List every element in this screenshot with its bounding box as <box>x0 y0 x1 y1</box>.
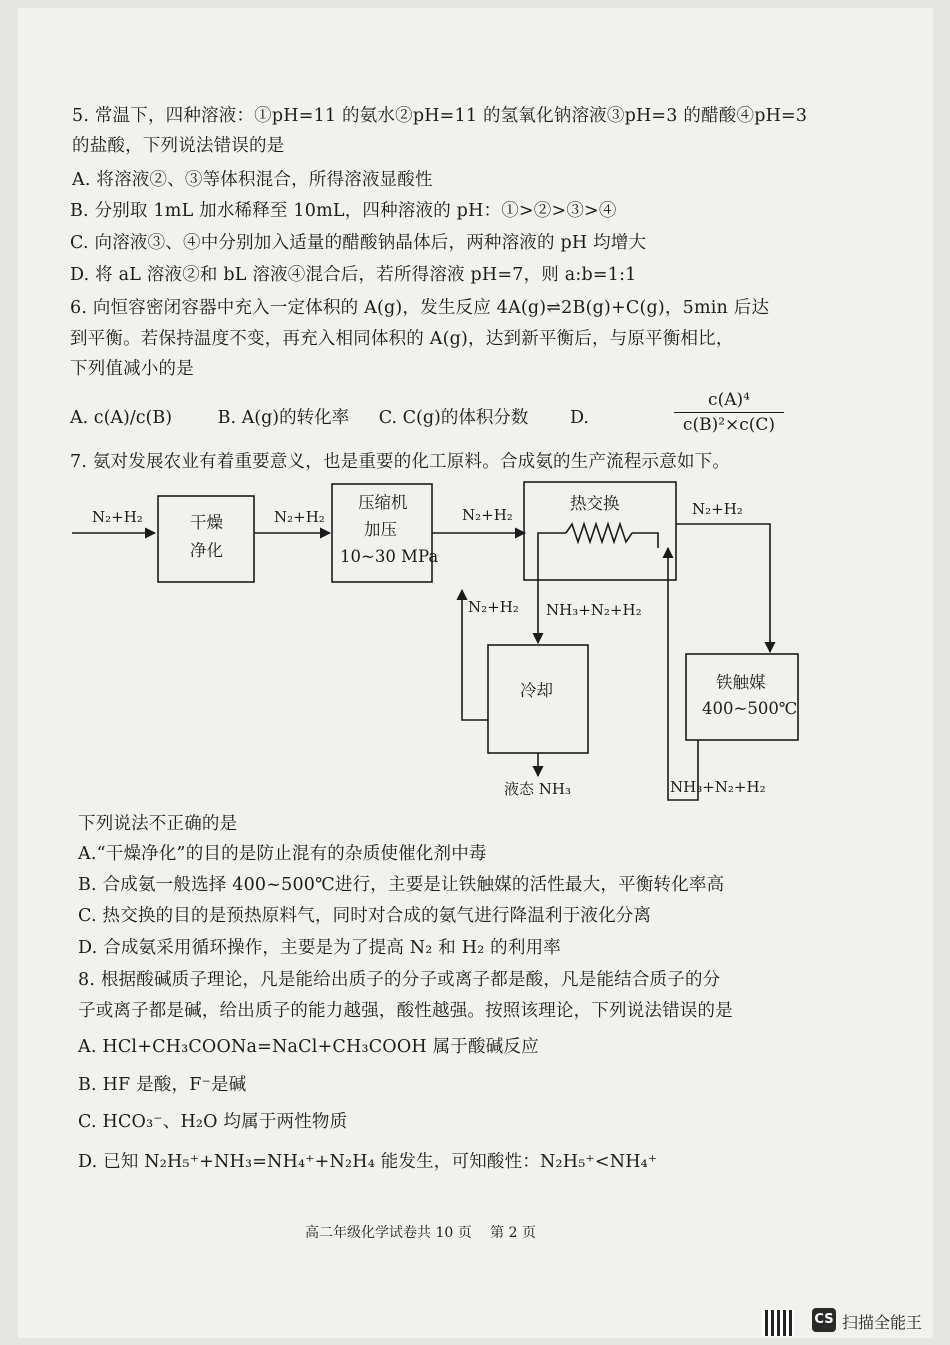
flow-label-2: N₂+H₂ <box>462 506 513 524</box>
heat-exchanger-text: 热交换 <box>570 494 620 513</box>
q7-option-c: C. 热交换的目的是预热原料气，同时对合成的氨气进行降温利于液化分离 <box>78 906 652 926</box>
q7-stem: 7. 氨对发展农业有着重要意义，也是重要的化工原料。合成氨的生产流程示意如下。 <box>70 452 731 472</box>
q6-stem-line3: 下列值减小的是 <box>70 359 194 379</box>
q5-stem-line2: 的盐酸，下列说法错误的是 <box>72 136 285 156</box>
q8-option-b: B. HF 是酸，F⁻是碱 <box>78 1075 247 1095</box>
return-flow-label: NH₃+N₂+H₂ <box>670 778 766 796</box>
q8-option-d: D. 已知 N₂H₅⁺+NH₃=NH₄⁺+N₂H₄ 能发生，可知酸性：N₂H₅⁺<NH₄⁺ <box>78 1152 658 1172</box>
q7-option-a: A.“干燥净化”的目的是防止混有的杂质使催化剂中毒 <box>78 844 487 864</box>
recycle-label: N₂+H₂ <box>468 598 519 616</box>
q6-stem-line1: 6. 向恒容密闭容器中充入一定体积的 A(g)，发生反应 4A(g)⇌2B(g)+C(g)，5min 后达 <box>70 298 770 318</box>
q7-prompt: 下列说法不正确的是 <box>78 814 238 834</box>
q5-stem-line1: 5. 常温下，四种溶液：①pH=11 的氨水②pH=11 的氢氧化钠溶液③pH=3 的醋酸④pH=3 <box>72 106 808 126</box>
q6-stem-line2: 到平衡。若保持温度不变，再充入相同体积的 A(g)，达到新平衡后，与原平衡相比， <box>70 329 734 349</box>
catalyst-box <box>686 654 798 740</box>
input-label: N₂+H₂ <box>92 508 143 526</box>
flow-label-1: N₂+H₂ <box>274 508 325 526</box>
q6-option-b: B. A(g)的转化率 <box>217 408 350 428</box>
flow-label-3: N₂+H₂ <box>692 500 743 518</box>
fraction-numerator: c(A)⁴ <box>674 390 784 413</box>
q8-stem-line2: 子或离子都是碱，给出质子的能力越强，酸性越强。按照该理论，下列说法错误的是 <box>78 1001 733 1021</box>
q7-option-d: D. 合成氨采用循环操作，主要是为了提高 N₂ 和 H₂ 的利用率 <box>78 938 561 958</box>
q8-option-c: C. HCO₃⁻、H₂O 均属于两性物质 <box>78 1112 348 1132</box>
inner-line-left <box>538 533 566 600</box>
inner-line-right <box>632 533 658 548</box>
return-line <box>668 548 698 800</box>
page-footer: 高二年级化学试卷共 10 页 第 2 页 <box>305 1225 536 1241</box>
down-flow-label: NH₃+N₂+H₂ <box>546 601 642 619</box>
camscanner-text: 扫描全能王 <box>842 1313 923 1332</box>
coil-icon <box>566 524 632 542</box>
cooler-text: 冷却 <box>520 681 553 700</box>
catalyst-text-2: 400~500℃ <box>702 699 798 718</box>
dry-box-text-1: 干燥 <box>190 513 223 532</box>
fraction-denominator: c(B)²×c(C) <box>682 415 776 435</box>
q5-option-c: C. 向溶液③、④中分别加入适量的醋酸钠晶体后，两种溶液的 pH 均增大 <box>70 233 647 253</box>
camscanner-logo: CS <box>812 1308 836 1332</box>
qr-code-icon <box>762 1310 794 1336</box>
dry-purify-box <box>158 496 254 582</box>
compressor-text-2: 加压 <box>364 520 397 539</box>
catalyst-text-1: 铁触媒 <box>716 673 766 692</box>
q7-option-b: B. 合成氨一般选择 400~500℃进行，主要是让铁触媒的活性最大，平衡转化率高 <box>78 875 725 895</box>
q5-option-b: B. 分别取 1mL 加水稀释至 10mL，四种溶液的 pH：①>②>③>④ <box>70 201 617 221</box>
q8-option-a: A. HCl+CH₃COONa=NaCl+CH₃COOH 属于酸碱反应 <box>78 1037 539 1057</box>
flow-to-catalyst <box>676 524 770 645</box>
compressor-text-3: 10~30 MPa <box>340 547 439 566</box>
q6-option-c: C. C(g)的体积分数 <box>378 408 529 428</box>
q5-option-d: D. 将 aL 溶液②和 bL 溶液④混合后，若所得溶液 pH=7，则 a:b=1:1 <box>70 265 637 285</box>
liquid-ammonia-label: 液态 NH₃ <box>504 780 571 798</box>
q6-option-a: A. c(A)/c(B) <box>70 408 173 428</box>
q8-stem-line1: 8. 根据酸碱质子理论，凡是能给出质子的分子或离子都是酸，凡是能结合质子的分 <box>78 970 721 990</box>
q5-option-a: A. 将溶液②、③等体积混合，所得溶液显酸性 <box>72 170 433 190</box>
dry-box-text-2: 净化 <box>190 541 223 560</box>
compressor-text-1: 压缩机 <box>358 493 408 512</box>
q6-option-d-label: D. <box>569 408 589 428</box>
